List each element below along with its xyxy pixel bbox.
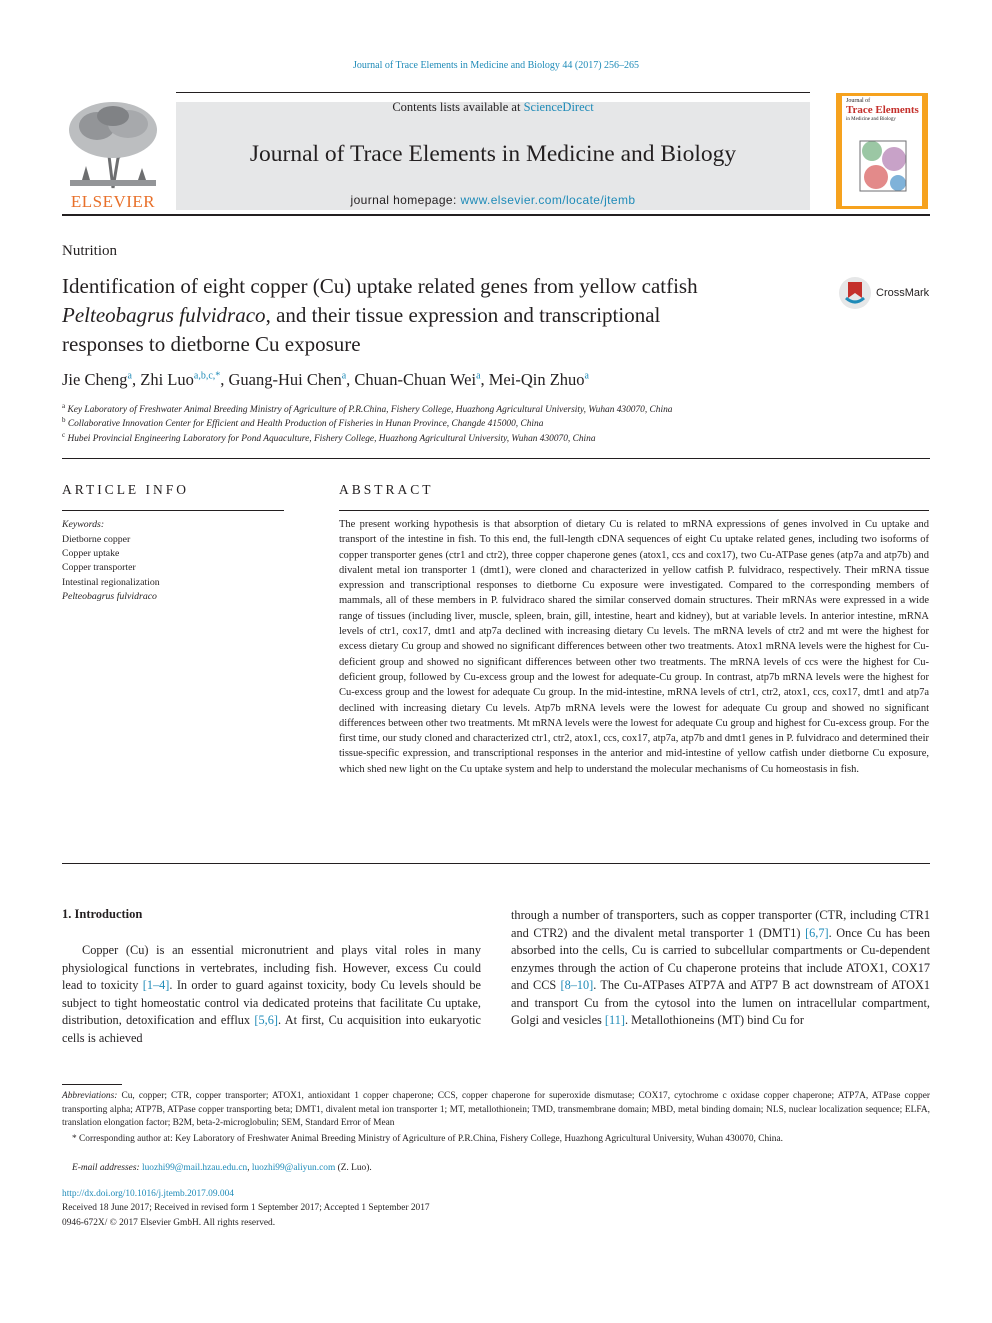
reference-link[interactable]: [6,7] [805,925,829,940]
email-link[interactable]: luozhi99@aliyun.com [251,1163,336,1173]
doi-link[interactable]: http://dx.doi.org/10.1016/j.jtemb.2017.09.004 [62,1189,234,1199]
affiliations-rule [62,458,930,459]
corresponding-author-footnote: * Corresponding author at: Key Laboratory of Freshwater Animal Breeding Ministry of Agriculture of P.R.China, Fishery College, Huazhong Agricultural University, Wuhan 430070, China. [72,1134,783,1144]
cover-title-line2: Trace Elements [846,104,919,116]
journal-cover[interactable] [836,93,928,209]
introduction-heading: 1. Introduction [62,907,143,921]
affiliation: $^b$ Collaborative Innovation Center for Efficient and Health Production of Fisheries in Hunan Province, Changde 415000, China [62,416,544,430]
email-link[interactable]: luozhi99@mail.hzau.edu.cn [141,1163,248,1173]
author[interactable]: Guang-Hui Chen$^a$ [228,370,347,389]
keyword: Copper transporter [62,562,136,573]
journal-citation[interactable]: Journal of Trace Elements in Medicine and Biology 44 (2017) 256–265 [352,60,640,71]
cover-illustration-icon [850,131,916,197]
sciencedirect-link[interactable]: ScienceDirect [523,100,594,114]
author-list: Jie Cheng$^a$, Zhi Luo$^{a,b,c,*}$, Guang-Hui Chen$^a$, Chuan-Chuan Wei$^a$, Mei-Qin Zhuo$^a$ [62,370,589,389]
received-dates: Received 18 June 2017; Received in revised form 1 September 2017; Accepted 1 September 2017 [62,1203,430,1213]
author[interactable]: Chuan-Chuan Wei$^a$ [354,370,481,389]
author[interactable]: Jie Cheng$^a$ [62,370,132,389]
abbreviations-footnote: Abbreviations: Cu, copper; CTR, copper transporter; ATOX1, antioxidant 1 copper chaperone; CCS, copper chaperone for superoxide dismutase; COX17, cytochrome c oxidase copper chaperone; ATP7A, ATPase copper transporting alpha; ATP7B, ATPase copper transporting beta; DMT1, divalent metal ion transporter 1; MT, metallothionein; TMD, transmembrane domain; MBD, metal binding domain; NLS, nuclear localization sequence; ELFA, translation elongation factor; B2M, beta-2-microglobulin; SEM, Standard Error of Mean [62,1091,930,1128]
reference-link[interactable]: [8–10] [560,978,594,992]
homepage-link[interactable]: www.elsevier.com/locate/jtemb [460,193,636,207]
keyword: Dietborne copper [62,534,131,545]
journal-homepage: journal homepage: www.elsevier.com/locate/jtemb [350,193,636,207]
reference-link[interactable]: [11] [604,1013,625,1027]
article-info-rule [62,510,284,511]
keywords-label: Keywords: [62,519,105,530]
author[interactable]: Zhi Luo$^{a,b,c,*}$ [140,370,221,389]
header-bottom-rule [62,214,930,216]
copyright: 0946-672X/ © 2017 Elsevier GmbH. All rights reserved. [62,1218,276,1228]
abstract-bottom-rule [62,863,930,864]
reference-link[interactable]: [5,6] [254,1013,278,1027]
reference-link[interactable]: [1–4] [142,978,170,992]
intro-left-column: Copper (Cu) is an essential micronutrient and plays vital roles in many physiological functions in vertebrates, including fish. However, excess Cu could lead to toxicity [1–4]. In order to guard against toxicity, body Cu levels should be subject to tight homeostatic control via dedicated proteins that facilitate Cu uptake, distribution, detoxification and efflux [5,6]. At first, Cu acquisition into eukaryotic cells is achieved [62,943,481,1045]
email-footnote: E-mail addresses: luozhi99@mail.hzau.edu.cn, luozhi99@aliyun.com (Z. Luo). [72,1163,372,1173]
intro-right-column: through a number of transporters, such as copper transporter (CTR, including CTR1 and CTR2) and the divalent metal transporter 1 (DMT1) [6,7]. Once Cu has been absorbed into the cells, Cu is carried to subcellular compartments or Cu-dependent enzymes through the action of Cu chaperone proteins that include ATOX1, COX17 and CCS [8–10]. The Cu-ATPases ATP7A and ATP7 B act downstream of ATOX1 and transport Cu from the cytosol into the lumen on intracellular compartment, Golgi and vesicles [11]. Metallothioneins (MT) bind Cu for [511,908,930,1027]
crossmark-icon [838,276,872,310]
footnote-rule [62,1084,122,1085]
cover-title-line1: Journal of [846,98,871,104]
contents-line: Contents lists available at ScienceDirect [392,100,594,114]
abstract-heading: ABSTRACT [339,482,434,497]
journal-title: Journal of Trace Elements in Medicine and Biology [249,141,737,167]
article-title: Identification of eight copper (Cu) uptake related genes from yellow catfish Pelteobagrus fulvidraco, and their tissue expression and transcriptional responses to dietborne Cu exposure [62,274,698,356]
affiliation: $^c$ Hubei Provincial Engineering Laboratory for Pond Aquaculture, Fishery College, Huazhong Agricultural University, Wuhan 430070, China [62,431,596,445]
keyword: Copper uptake [62,548,120,559]
article-info-heading: ARTICLE INFO [62,482,190,497]
crossmark-label: CrossMark [876,287,930,299]
keyword: Pelteobagrus fulvidraco [62,591,157,602]
author[interactable]: Mei-Qin Zhuo$^a$ [488,370,589,389]
abstract-text: The present working hypothesis is that absorption of dietary Cu is related to mRNA expressions of genes involved in Cu uptake and transport of the intestine in fish. To this end, the full-length cDNA sequences of eight Cu uptake related genes, including two isoforms of copper transporter genes (ctr1 and ctr2), three copper chaperone genes (atox1, ccs and cox17), two Cu-ATPase genes (atp7a and atp7b) and divalent metal ion transporter 1 (dmt1), were cloned and characterized in yellow catfish P. fulvidraco, respectively. Their mRNA tissue expression and transcriptional responses to dietborne Cu exposure were investigated. Compared to the corresponding members of mammals, all of these members in P. fulvidraco shared the similar conserved domain structures. Their mRNAs were expressed in a wide range of tissues (including liver, muscle, spleen, brain, gill, intestine, heart and kidney), but at variable levels. In anterior intestine, mRNA levels of ctr1, cox17, dmt1 and atp7a declined with increasing dietary Cu levels. The mRNA levels of ctr2 and mt were the highest for excess dietary Cu group and showed no significant differences between other two treatments. Atox1 mRNA levels were the highest for Cu-deficient group and showed no significant differences between other two treatments. The mRNA levels of ccs were the highest for Cu-deficient group, followed by Cu-excess group and the lowest for adequate-Cu group. In contrast, atp7b mRNA levels were the highest for Cu-excess group and the lowest for adequate Cu group. In the mid-intestine, mRNA levels of ctr1, ctr2, atox1, ccs, cox17, dmt1 and atp7a declined with increasing dietary Cu levels. Atp7b mRNA levels were the lowest for adequate Cu group and showed no significant differences between other two treatments. Mt mRNA levels were the lowest for adequate Cu group and highest for Cu-excess group. For the first time, our study cloned and characterized ctr1, ctr2, atox1, ccs, cox17, atp7a, atp7b and dmt1 genes in P. fulvidraco and determined their tissue-specific expression, and transcriptional responses in the anterior and mid-intestine of yellow catfish under dietborne Cu exposure, which shed new light on the Cu uptake system and help to understand the molecular mechanisms of Cu homeostasis in fish. [339,519,929,775]
affiliation: $^a$ Key Laboratory of Freshwater Animal Breeding Ministry of Agriculture of P.R.China, Fishery College, Huazhong Agricultural University, Wuhan 430070, China [62,402,673,416]
crossmark-button[interactable] [838,276,938,310]
keyword: Intestinal regionalization [62,577,160,588]
banner-top-rule [176,92,810,93]
cover-title-line3: in Medicine and Biology [846,117,896,122]
article-section: Nutrition [62,243,117,259]
publisher-name: ELSEVIER [70,192,156,211]
abstract-rule [339,510,929,511]
